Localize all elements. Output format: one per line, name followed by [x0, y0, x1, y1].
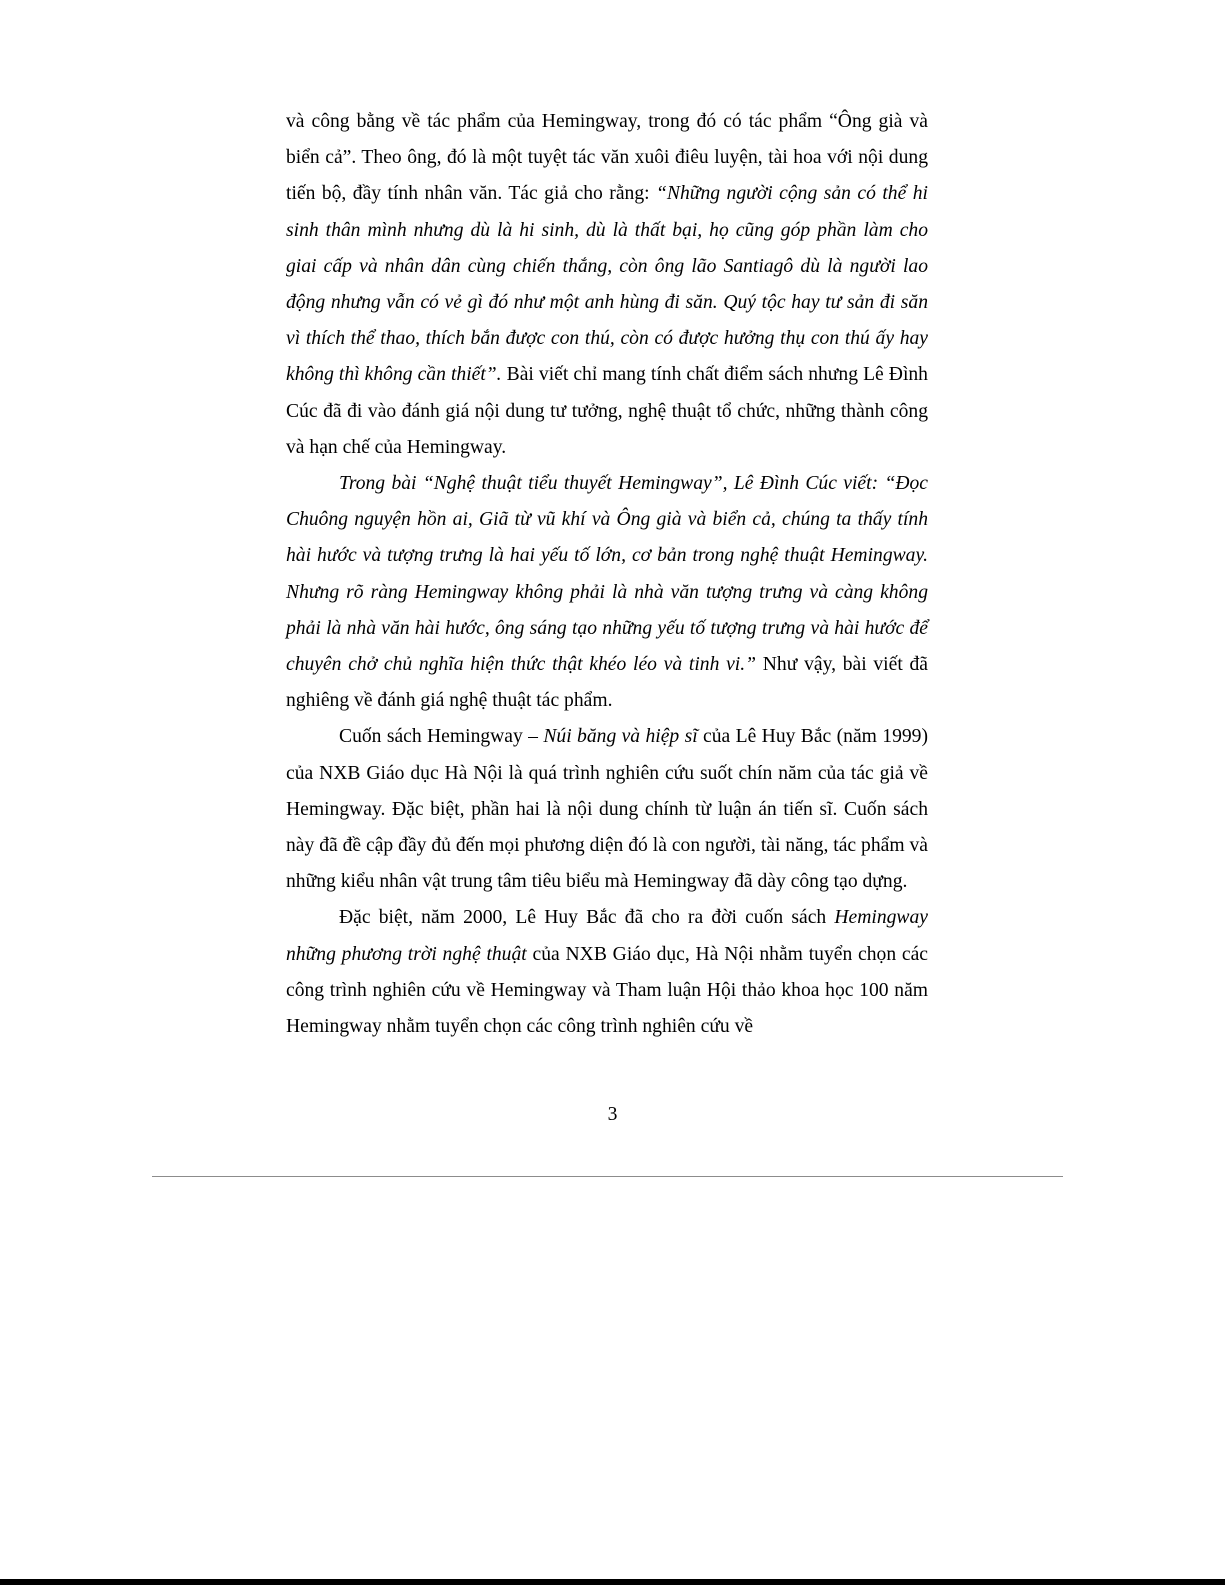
book-title: Núi băng và hiệp sĩ — [543, 726, 698, 748]
text-run: và công bằng về tác phẩm của Hemingway, trong đó có tác phẩm “Ông già và biển cả”. Theo ông, đó là một tuyệt tác văn xuôi điêu luyện, tài hoa với nội dung tiến bộ, đầy tính nhân văn. Tác giả cho rằng: — [286, 111, 928, 205]
text-run: của Lê Huy Bắc (năm 1999) của NXB Giáo dục Hà Nội là quá trình nghiên cứu suốt chín năm của tác giả về Hemingway. Đặc biệt, phần hai là nội dung chính từ luận án tiến sĩ. Cuốn sách này đã đề cập đầy đủ đến mọi phương diện đó là con người, tài năng, tác phẩm và những kiểu nhân vật trung tâm tiêu biểu mà Hemingway đã dày công tạo dựng. — [286, 726, 928, 893]
page-divider — [152, 1176, 1063, 1177]
text-run: Như vậy, bài viết đã nghiêng về đánh giá nghệ thuật tác phẩm. — [286, 654, 928, 712]
text-run: Bài viết chỉ mang tính chất điểm sách nhưng Lê Đình Cúc đã đi vào đánh giá nội dung tư tưởng, nghệ thuật tổ chức, những thành công và hạn chế của Hemingway. — [286, 364, 928, 458]
paragraph — [286, 719, 928, 900]
text-run: Cuốn sách Hemingway – — [339, 726, 544, 748]
italic-quote: “Những người cộng sản có thể hi sinh thân mình nhưng dù là hi sinh, dù là thất bại, họ cũng góp phần làm cho giai cấp và nhân dân cùng chiến thắng, còn ông lão Santiagô dù là người lao động nhưng vẫn có vẻ gì đó như một anh hùng đi săn. Quý tộc hay tư sản đi săn vì thích thể thao, thích bắn được con thú, còn có được hưởng thụ con thú ấy hay không thì không cần thiết”. — [286, 183, 928, 386]
page-bottom-edge — [0, 1579, 1225, 1585]
page-body — [286, 104, 928, 1045]
paragraph — [286, 466, 928, 719]
italic-quote: Trong bài “Nghệ thuật tiểu thuyết Hemingway”, Lê Đình Cúc viết: “Đọc Chuông nguyện hồn ai, Giã từ vũ khí và Ông già và biển cả, chúng ta thấy tính hài hước và tượng trưng là hai yếu tố lớn, cơ bản trong nghệ thuật Hemingway. Nhưng rõ ràng Hemingway không phải là nhà văn tượng trưng và càng không phải là nhà văn hài hước, ông sáng tạo những yếu tố tượng trưng và hài hước để chuyên chở chủ nghĩa hiện thức thật khéo léo và tinh vi.” — [286, 473, 928, 676]
page-number: 3 — [607, 1104, 618, 1125]
text-run: của NXB Giáo dục, Hà Nội nhằm tuyển chọn các công trình nghiên cứu về Hemingway và Tham luận Hội thảo khoa học 100 năm Hemingway nhằm tuyển chọn các công trình nghiên cứu về — [286, 943, 929, 1038]
text-run: Đặc biệt, năm 2000, Lê Huy Bắc đã cho ra đời cuốn sách — [339, 907, 835, 929]
paragraph — [286, 104, 928, 466]
book-title: Hemingway những phương trời nghệ thuật — [286, 907, 928, 965]
paragraph — [286, 900, 928, 1045]
